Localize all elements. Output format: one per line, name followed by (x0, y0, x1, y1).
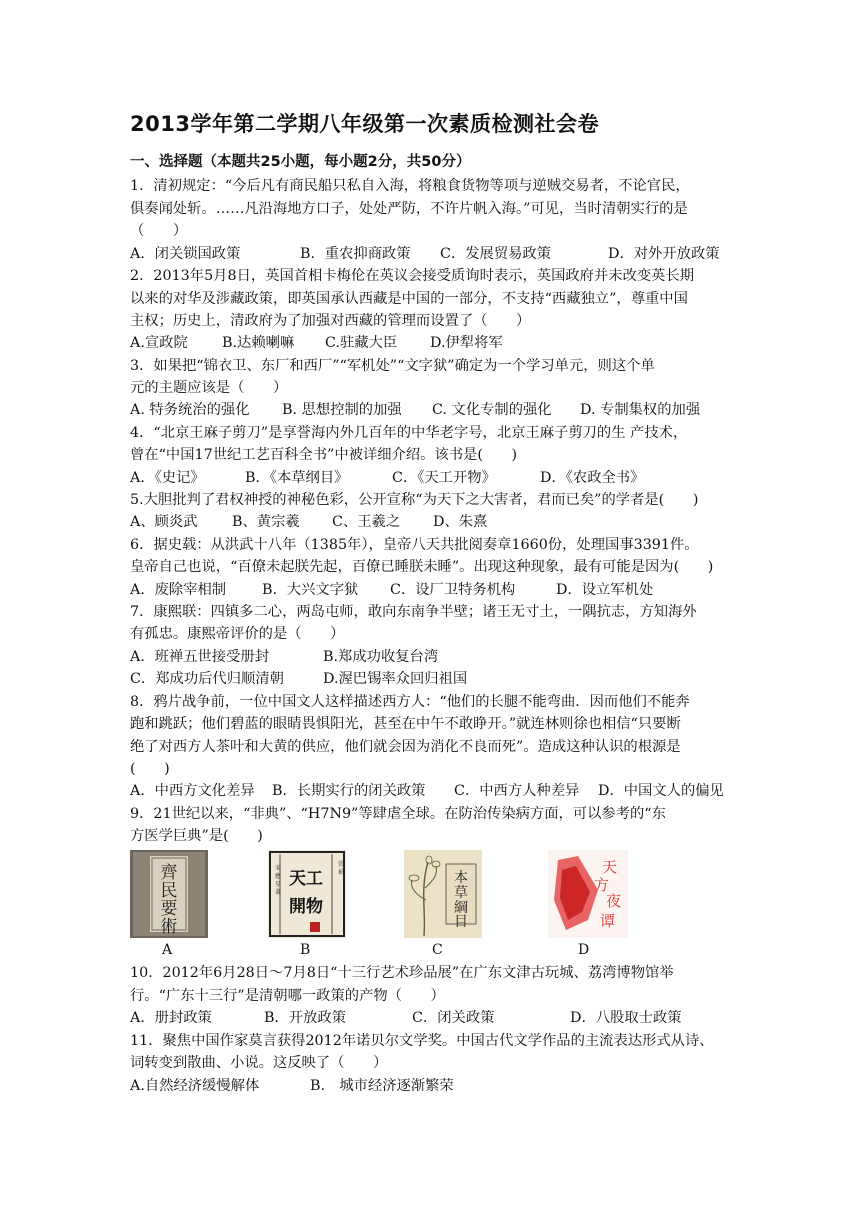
q11-option-a: A.自然经济缓慢解体 (130, 1078, 260, 1094)
q1-line-1: 1．清初规定：“今后凡有商民船只私自入海，将粮食货物等项与逆贼交易者，不论官民， (130, 178, 690, 194)
q2-line-3: 主权；历史上，清政府为了加强对西藏的管理而设置了（ ） (130, 313, 531, 329)
image-a-char-4: 術 (160, 917, 178, 937)
q4-option-a: A．《史记》 (130, 470, 205, 486)
q7-option-b: B.郑成功收复台湾 (323, 649, 439, 665)
q11-line-1: 11．聚焦中国作家莫言获得2012年诺贝尔文学奖。中国古代文学作品的主流表达形式从诗、 (130, 1033, 714, 1049)
q3-option-a: A. 特务统治的强化 (130, 402, 250, 418)
q7-option-a: A．班禅五世接受册封 (130, 649, 269, 665)
q10-line-2: 行。“广东十三行”是清朝哪一政策的产物（ ） (130, 988, 445, 1004)
image-tianfangyetan (548, 850, 628, 938)
q3-option-b: B. 思想控制的加强 (282, 402, 402, 418)
q7-line-1: 7．康熙联：四镇多二心，两岛屯师，敢向东南争半壁；诸王无寸土，一隅抗志，方知海外 (130, 604, 697, 620)
q5-option-d: D、朱熹 (433, 514, 488, 530)
q7-line-2: 有孤忠。康熙帝评价的是（ ） (130, 626, 345, 642)
image-label-b: B (300, 942, 311, 958)
q5-option-a: A、顾炎武 (130, 514, 198, 530)
image-c-char-1: 本 (454, 870, 468, 886)
image-label-d: D (578, 942, 590, 958)
q2-option-a: A.宣政院 (130, 335, 188, 351)
q1-line-3: （ ） (130, 223, 188, 239)
q2-option-c: C.驻藏大臣 (325, 335, 398, 351)
image-b-side-1: 宋 (275, 865, 282, 872)
q6-option-d: D．设立军机处 (556, 582, 654, 598)
image-b-top-2: 禎 (338, 869, 345, 876)
image-d-char-3: 夜 (606, 892, 622, 910)
q2-line-2: 以来的对华及涉藏政策，即英国承认西藏是中国的一部分，不支持“西藏独立”，尊重中国 (130, 291, 688, 307)
image-label-a: A (162, 942, 173, 958)
image-a-char-1: 齊 (160, 863, 178, 883)
image-a-char-2: 民 (160, 881, 178, 901)
page-title: 2013学年第二学期八年级第一次素质检测社会卷 (130, 112, 599, 136)
image-label-c: C (432, 942, 443, 958)
q2-line-1: 2．2013年5月8日，英国首相卡梅伦在英议会接受质询时表示，英国政府并未改变英长期 (130, 268, 695, 284)
q11-line-2: 词转变到散曲、小说。这反映了（ ） (130, 1055, 388, 1071)
q1-option-b: B．重农抑商政策 (300, 246, 411, 262)
q4-option-b: B．《本草纲目》 (245, 470, 349, 486)
q4-line-2: 曾在“中国17世纪工艺百科全书”中被详细介绍。该书是( ) (130, 447, 518, 463)
q1-option-d: D．对外开放政策 (608, 246, 720, 262)
image-b-side-2: 應 (275, 873, 282, 880)
image-b-side-3: 星 (275, 881, 282, 888)
q8-option-a: A．中西方文化差异 (130, 783, 255, 799)
q2-option-b: B.达赖喇嘛 (222, 335, 295, 351)
image-d-char-1: 天 (602, 858, 618, 876)
q1-option-a: A．闭关锁国政策 (130, 246, 241, 262)
image-b-char-2: 開物 (289, 897, 323, 917)
image-bencaogangmu (404, 850, 482, 938)
q8-option-b: B．长期实行的闭关政策 (272, 783, 426, 799)
q1-line-2: 俱奏闻处斩。……凡沿海地方口子，处处严防，不许片帆入海。”可见，当时清朝实行的是 (130, 201, 688, 217)
image-c-char-3: 綱 (454, 900, 468, 916)
q10-option-c: C．闭关政策 (412, 1010, 495, 1026)
q10-option-b: B．开放政策 (264, 1010, 346, 1026)
q6-option-b: B．大兴文字狱 (262, 582, 359, 598)
q4-option-d: D．《农政全书》 (540, 470, 645, 486)
q4-option-c: C．《天工开物》 (392, 470, 496, 486)
q7-option-d: D.渥巴锡率众回归祖国 (323, 671, 468, 687)
q1-option-c: C．发展贸易政策 (440, 246, 552, 262)
q7-option-c: C．郑成功后代归顺清朝 (130, 671, 284, 687)
q6-option-c: C．设厂卫特务机构 (390, 582, 516, 598)
image-d-char-2: 方 (594, 876, 610, 894)
q8-line-4: ( ) (130, 761, 170, 777)
image-b-side-4: 著 (275, 889, 282, 896)
q10-line-1: 10．2012年6月28日～7月8日“十三行艺术珍品展”在广东文津古玩城、荔湾博物馆举 (130, 965, 674, 981)
q4-line-1: 4．“北京王麻子剪刀”是享誉海内外几百年的中华老字号，北京王麻子剪刀的生 产技术， (130, 425, 688, 441)
image-b-seal (310, 922, 320, 932)
q8-line-3: 绝了对西方人茶叶和大黄的供应，他们就会因为消化不良而死”。造成这种认识的根源是 (130, 739, 681, 755)
q10-option-a: A．册封政策 (130, 1010, 212, 1026)
image-tiangongkaiwu (268, 850, 346, 938)
image-d-char-4: 谭 (600, 912, 616, 930)
q10-option-d: D．八股取士政策 (570, 1010, 682, 1026)
image-b-top-1: 崇 (338, 861, 345, 868)
section-heading: 一、选择题（本题共25小题，每小题2分，共50分） (130, 154, 471, 170)
q3-option-c: C. 文化专制的强化 (432, 402, 552, 418)
image-qiminyaoshu (130, 850, 208, 938)
q5-option-b: B、黄宗羲 (232, 514, 300, 530)
image-a-char-3: 要 (160, 899, 178, 919)
q8-option-c: C．中西方人种差异 (454, 783, 580, 799)
q9-line-1: 9．21世纪以来，“非典”、“H7N9”等肆虐全球。在防治传染病方面，可以参考的“东 (130, 806, 666, 822)
q8-line-1: 8．鸦片战争前，一位中国文人这样描述西方人：“他们的长腿不能弯曲．因而他们不能奔 (130, 694, 690, 710)
q5-line-1: 5.大胆批判了君权神授的神秘色彩，公开宣称“为天下之大害者，君而已矣”的学者是( ) (130, 492, 699, 508)
q6-line-2: 皇帝自己也说，“百僚未起朕先起，百僚已睡朕未睡”。出现这种现象，最有可能是因为( ) (130, 559, 714, 575)
q8-option-d: D．中国文人的偏见 (598, 783, 724, 799)
q3-line-2: 元的主题应该是（ ） (130, 380, 288, 396)
q9-line-2: 方医学巨典”是( ) (130, 828, 263, 844)
image-c-char-2: 草 (454, 885, 468, 901)
image-b-char-1: 天工 (289, 869, 323, 889)
q3-line-1: 3．如果把“锦衣卫、东厂和西厂”“军机处”“文字狱”确定为一个学习单元，则这个单 (130, 358, 655, 374)
q8-line-2: 跑和跳跃；他们碧蓝的眼睛畏惧阳光，甚至在中午不敢睁开。”就连林则徐也相信“只要断 (130, 716, 681, 732)
q5-option-c: C、王羲之 (332, 514, 401, 530)
q6-option-a: A．废除宰相制 (130, 582, 227, 598)
image-c-char-4: 目 (454, 914, 468, 930)
q3-option-d: D. 专制集权的加强 (580, 402, 701, 418)
q11-option-b: B. 城市经济逐渐繁荣 (310, 1078, 454, 1094)
q6-line-1: 6．据史载：从洪武十八年（1385年），皇帝八天共批阅奏章1660份，处理国事3391件。 (130, 537, 699, 553)
q2-option-d: D.伊犁将军 (430, 335, 503, 351)
